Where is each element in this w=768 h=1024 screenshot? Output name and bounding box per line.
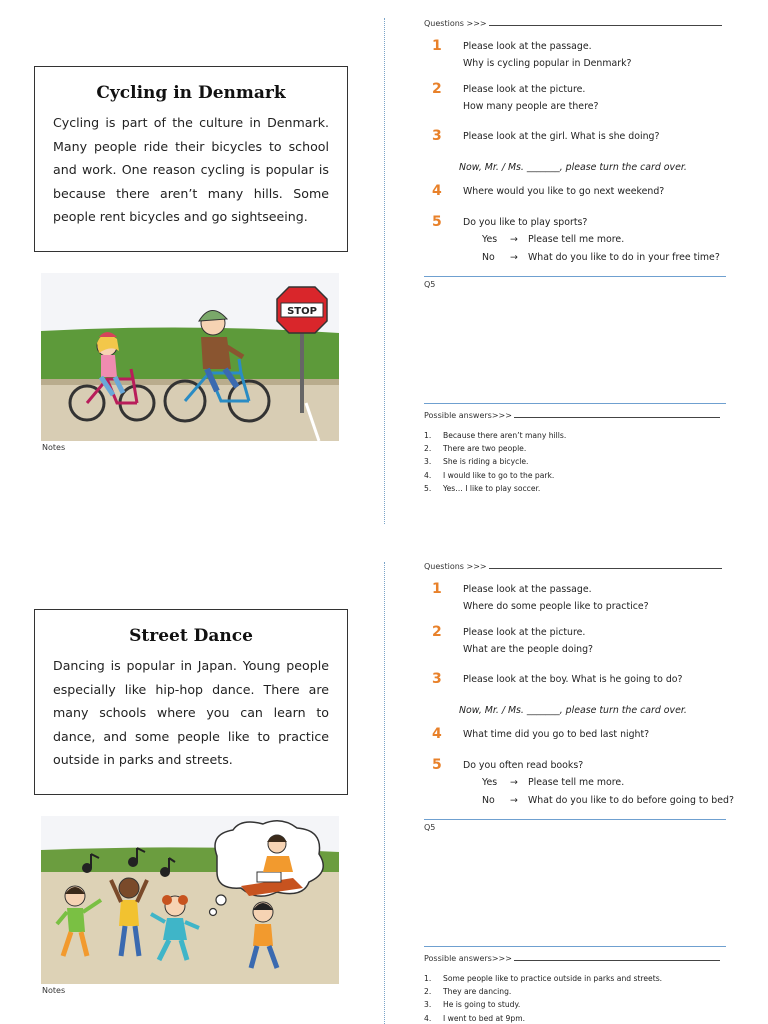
answer-no-branch: No → What do you like to do before going to bed? xyxy=(463,792,734,810)
question-number: 5 xyxy=(432,214,442,230)
question-4: 4 What time did you go to bed last night? xyxy=(432,726,650,742)
question-number: 2 xyxy=(432,624,442,640)
list-item: 2. There are two people. xyxy=(424,444,527,454)
possible-answers-header: Possible answers>>> xyxy=(424,411,720,420)
section-divider xyxy=(424,276,726,277)
passage-title: Street Dance xyxy=(129,626,253,646)
arrow-right-icon: → xyxy=(510,252,518,263)
notes-label: Notes xyxy=(42,986,66,995)
arrow-right-icon: → xyxy=(510,795,518,806)
question-3: 3 Please look at the girl. What is she doing? xyxy=(432,128,660,144)
answer-yes-branch: Yes → Please tell me more. xyxy=(463,774,734,792)
question-2: 2 Please look at the picture. What are the people doing? xyxy=(432,624,594,655)
list-item: 3. He is going to study. xyxy=(424,1000,521,1010)
arrow-right-icon: → xyxy=(510,234,518,245)
section-divider xyxy=(424,403,726,404)
list-item: 4. I would like to go to the park. xyxy=(424,470,555,480)
question-2: 2 Please look at the picture. How many people are there? xyxy=(432,81,599,112)
list-item: 3. She is riding a bicycle. xyxy=(424,457,529,467)
possible-answers-header: Possible answers>>> xyxy=(424,954,720,963)
passage-box xyxy=(34,609,348,795)
turn-over-instruction: Now, Mr. / Ms. _______, please turn the card over. xyxy=(459,705,687,716)
question-1: 1 Please look at the passage. Why is cycling popular in Denmark? xyxy=(432,38,632,69)
card-divider xyxy=(384,562,385,1024)
passage-text: Dancing is popular in Japan. Young people especially like hip-hop dance. There are many schools where you can learn to dance, and some people like to practice outside in parks and streets. xyxy=(53,658,329,767)
card-divider xyxy=(384,18,385,524)
arrow-right-icon: → xyxy=(510,777,518,788)
question-4: 4 Where would you like to go next weekend? xyxy=(432,183,665,199)
question-number: 3 xyxy=(432,671,442,687)
questions-header: Questions >>> xyxy=(424,19,722,28)
question-number: 1 xyxy=(432,581,442,597)
q5-notes-label: Q5 xyxy=(424,823,436,832)
dance-scene xyxy=(41,816,339,984)
list-item: 1. Some people like to practice outside in parks and streets. xyxy=(424,974,663,983)
section-divider xyxy=(424,819,726,820)
passage-box xyxy=(34,66,348,252)
passage-text: Cycling is part of the culture in Denmark. Many people ride their bicycles to school and work. One reason cycling is popular is because there aren’t many hills. Some people rent bicycles and go sightseeing. xyxy=(53,115,329,224)
question-number: 4 xyxy=(432,726,442,742)
question-3: 3 Please look at the boy. What is he going to do? xyxy=(432,671,683,687)
possible-answers-list xyxy=(424,972,724,1024)
q5-notes-label: Q5 xyxy=(424,280,436,289)
list-item: 1. Because there aren’t many hills. xyxy=(424,431,567,440)
notes-label: Notes xyxy=(42,443,66,452)
cycling-illustration xyxy=(41,273,339,441)
possible-answers-list xyxy=(424,429,724,495)
question-5: 5 Do you often read books? Yes → Please tell me more. No → What do you like to do before going to bed? xyxy=(424,757,734,810)
answer-no-branch: No → What do you like to do in your free time? xyxy=(463,249,734,267)
cycling-scene xyxy=(41,273,339,441)
question-number: 1 xyxy=(432,38,442,54)
question-number: 2 xyxy=(432,81,442,97)
passage-title: Cycling in Denmark xyxy=(96,83,286,103)
list-item: 4. I went to bed at 9pm. xyxy=(424,1013,526,1023)
question-number: 4 xyxy=(432,183,442,199)
question-1: 1 Please look at the passage. Where do some people like to practice? xyxy=(432,581,649,612)
questions-header: Questions >>> xyxy=(424,562,722,571)
question-number: 5 xyxy=(432,757,442,773)
question-number: 3 xyxy=(432,128,442,144)
stop-sign-text: STOP xyxy=(287,306,317,317)
list-item: 5. Yes… I like to play soccer. xyxy=(424,483,541,493)
list-item: 2. They are dancing. xyxy=(424,987,512,997)
section-divider xyxy=(424,946,726,947)
turn-over-instruction: Now, Mr. / Ms. _______, please turn the card over. xyxy=(459,162,687,173)
answer-yes-branch: Yes → Please tell me more. xyxy=(463,231,734,249)
question-5: 5 Do you like to play sports? Yes → Please tell me more. No → What do you like to do in your free time? xyxy=(424,214,734,267)
street-dance-illustration xyxy=(41,816,339,984)
